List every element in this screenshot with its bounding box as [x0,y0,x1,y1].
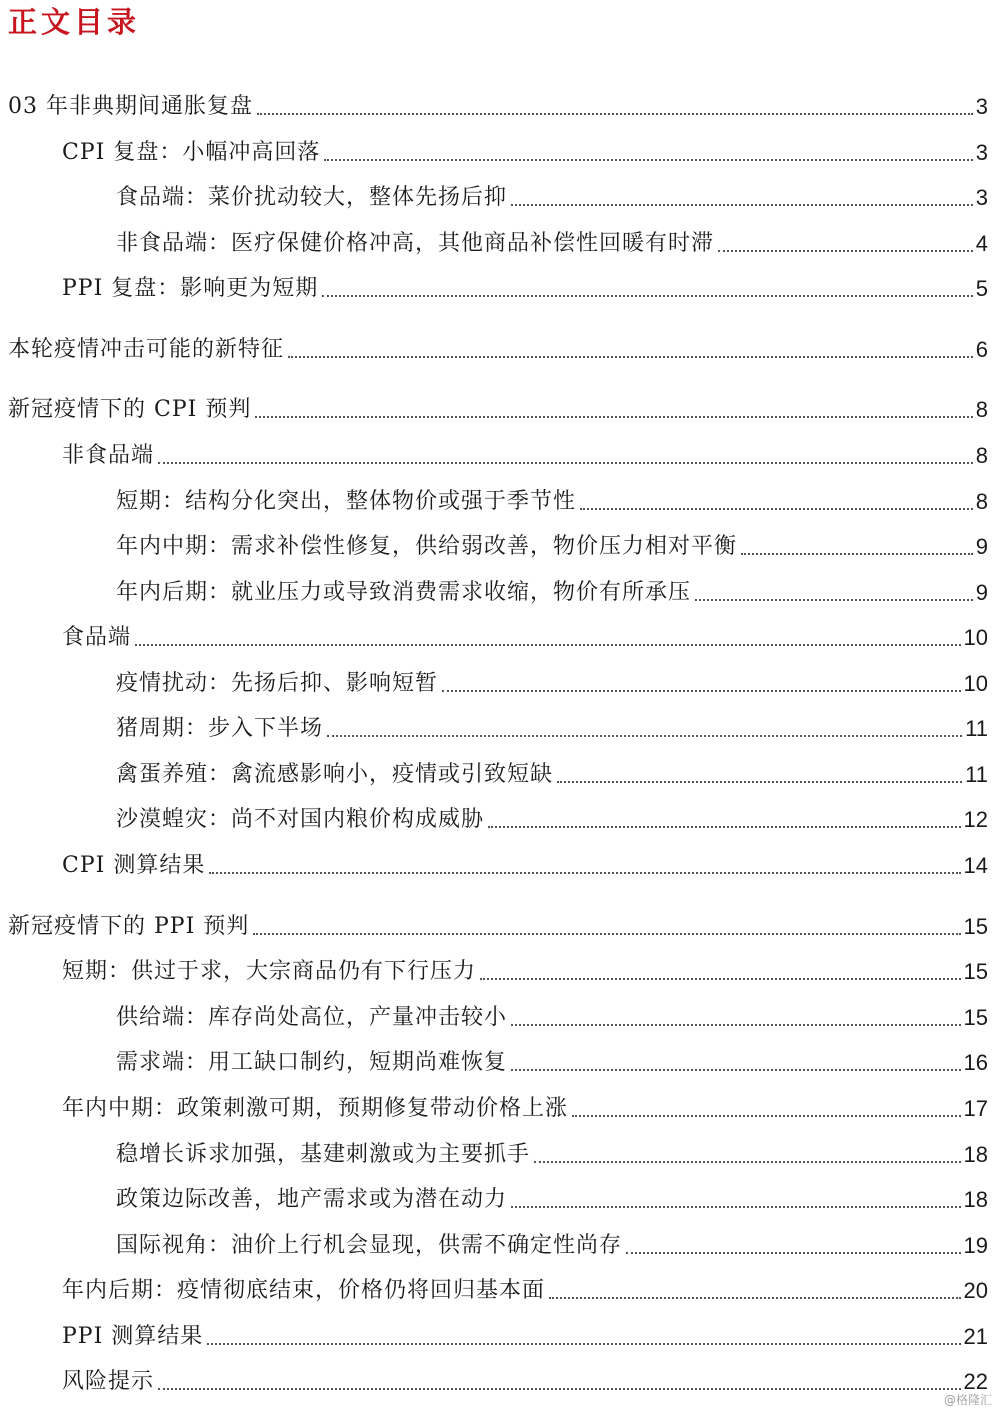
toc-entry-title: 短期：结构分化突出，整体物价或强于季节性 [116,489,577,514]
toc-page-number: 8 [975,443,988,468]
toc-entry-title: PPI 复盘：影响更为短期 [62,276,319,301]
toc-page-number: 21 [963,1324,988,1349]
toc-entry-title: 年内后期：疫情彻底结束，价格仍将回归基本面 [62,1278,546,1303]
toc-entry-title: 年内中期：政策刺激可期，预期修复带动价格上涨 [62,1096,569,1121]
toc-entry-title: 食品端 [62,625,132,650]
dot-leader [253,933,960,935]
toc-entry-title: 非食品端 [62,443,155,468]
dot-leader [557,781,962,783]
toc-entry-title: 稳增长诉求加强，基建刺激或为主要抓手 [116,1142,531,1167]
dot-leader [695,599,973,601]
toc-page-number: 11 [965,762,988,787]
toc-page-number: 9 [975,580,988,605]
toc-entry-title: 短期：供过于求，大宗商品仍有下行压力 [62,959,477,984]
dot-leader [580,508,973,510]
dot-leader [511,1024,961,1026]
toc-entry-l1[interactable] [8,392,988,424]
dot-leader [209,872,960,874]
dot-leader [572,1115,961,1117]
toc-entry-title: CPI 测算结果 [62,853,206,878]
toc-entry-l3[interactable] [116,802,988,834]
dot-leader [718,250,973,252]
toc-page-number: 9 [975,534,988,559]
toc-page-number: 14 [963,853,988,878]
toc-page-number: 12 [963,807,988,832]
toc-entry-l3[interactable] [116,711,988,743]
toc-page-number: 10 [963,625,988,650]
toc-entry-l3[interactable] [116,1228,988,1260]
dot-leader [488,826,961,828]
toc-entry-title: PPI 测算结果 [62,1324,204,1349]
toc-page-number: 10 [963,671,988,696]
toc-entry-l2[interactable] [62,1319,988,1351]
toc-page-number: 16 [963,1050,988,1075]
toc-page-number: 22 [963,1369,988,1394]
toc-entry-title: 政策边际改善，地产需求或为潜在动力 [116,1187,508,1212]
toc-entry-l2[interactable] [62,1364,988,1396]
dot-leader [255,416,972,418]
toc-entry-title: 非食品端：医疗保健价格冲高，其他商品补偿性回暖有时滞 [116,231,715,256]
toc-entry-title: 本轮疫情冲击可能的新特征 [8,337,285,362]
dot-leader [511,1069,961,1071]
toc-page-number: 18 [963,1187,988,1212]
toc-entry-title: 国际视角：油价上行机会显现，供需不确定性尚存 [116,1233,623,1258]
toc-entry-title: 年内后期：就业压力或导致消费需求收缩，物价有所承压 [116,580,692,605]
toc-page-number: 8 [975,489,988,514]
toc-page-number: 15 [963,1005,988,1030]
dot-leader [549,1297,961,1299]
dot-leader [327,735,962,737]
toc-entry-l2[interactable] [62,1091,988,1123]
toc-page-number: 8 [975,397,988,422]
toc-page-number: 6 [975,337,988,362]
dot-leader [288,356,973,358]
toc-entry-l2[interactable] [62,848,988,880]
dot-leader [158,1388,961,1390]
toc-entry-l3[interactable] [116,1045,988,1077]
toc-page-number: 3 [975,185,988,210]
watermark: @格隆汇 [943,1393,992,1407]
toc-entry-l1[interactable] [8,89,988,121]
dot-leader [324,159,972,161]
toc-entry-l2[interactable] [62,271,988,303]
toc-page-number: 18 [963,1142,988,1167]
toc-entry-l3[interactable] [116,529,988,561]
toc-entry-title: 年内中期：需求补偿性修复，供给弱改善，物价压力相对平衡 [116,534,738,559]
dot-leader [158,462,973,464]
dot-leader [322,295,972,297]
toc-entry-l2[interactable] [62,1273,988,1305]
dot-leader [626,1252,961,1254]
toc-entry-title: CPI 复盘：小幅冲高回落 [62,140,321,165]
toc-entry-l3[interactable] [116,666,988,698]
toc-entry-title: 新冠疫情下的 PPI 预判 [8,914,250,939]
toc-entry-title: 新冠疫情下的 CPI 预判 [8,397,252,422]
toc-entry-l2[interactable] [62,438,988,470]
toc-entry-l2[interactable] [62,135,988,167]
toc-page-number: 15 [963,959,988,984]
dot-leader [534,1161,961,1163]
toc-page-number: 5 [975,276,988,301]
dot-leader [207,1343,960,1345]
toc-entry-l3[interactable] [116,226,988,258]
dot-leader [741,553,973,555]
toc-entry-l3[interactable] [116,575,988,607]
toc-page-number: 19 [963,1233,988,1258]
toc-entry-title: 沙漠蝗灾：尚不对国内粮价构成威胁 [116,807,485,832]
dot-leader [257,113,973,115]
toc-entry-l3[interactable] [116,757,988,789]
toc-entry-title: 需求端：用工缺口制约，短期尚难恢复 [116,1050,508,1075]
toc-entry-l1[interactable] [8,332,988,364]
toc-entry-l1[interactable] [8,909,988,941]
dot-leader [480,978,961,980]
toc-page-number: 15 [963,914,988,939]
toc-entry-l3[interactable] [116,180,988,212]
toc-entry-title: 食品端：菜价扰动较大，整体先扬后抑 [116,185,508,210]
toc-entry-title: 疫情扰动：先扬后抑、影响短暂 [116,671,439,696]
toc-page-number: 3 [975,94,988,119]
toc-entry-title: 禽蛋养殖：禽流感影响小，疫情或引致短缺 [116,762,554,787]
toc-entry-title: 供给端：库存尚处高位，产量冲击较小 [116,1005,508,1030]
toc-entry-l2[interactable] [62,620,988,652]
toc-page-number: 3 [975,140,988,165]
dot-leader [511,1206,961,1208]
toc-page-number: 4 [975,231,988,256]
toc-entry-title: 03 年非典期间通胀复盘 [8,94,253,119]
dot-leader [511,204,973,206]
toc-page-number: 11 [965,716,988,741]
toc-entry-l3[interactable] [116,1000,988,1032]
toc-entry-l3[interactable] [116,1182,988,1214]
page-title: 正文目录 [8,5,141,39]
toc-entry-l3[interactable] [116,1137,988,1169]
toc-entry-title: 猪周期：步入下半场 [116,716,324,741]
toc-page-number: 20 [963,1278,988,1303]
dot-leader [135,644,961,646]
toc-page-number: 17 [963,1096,988,1121]
toc-entry-l2[interactable] [62,954,988,986]
dot-leader [442,690,961,692]
toc-entry-title: 风险提示 [62,1369,155,1394]
toc-entry-l3[interactable] [116,484,988,516]
